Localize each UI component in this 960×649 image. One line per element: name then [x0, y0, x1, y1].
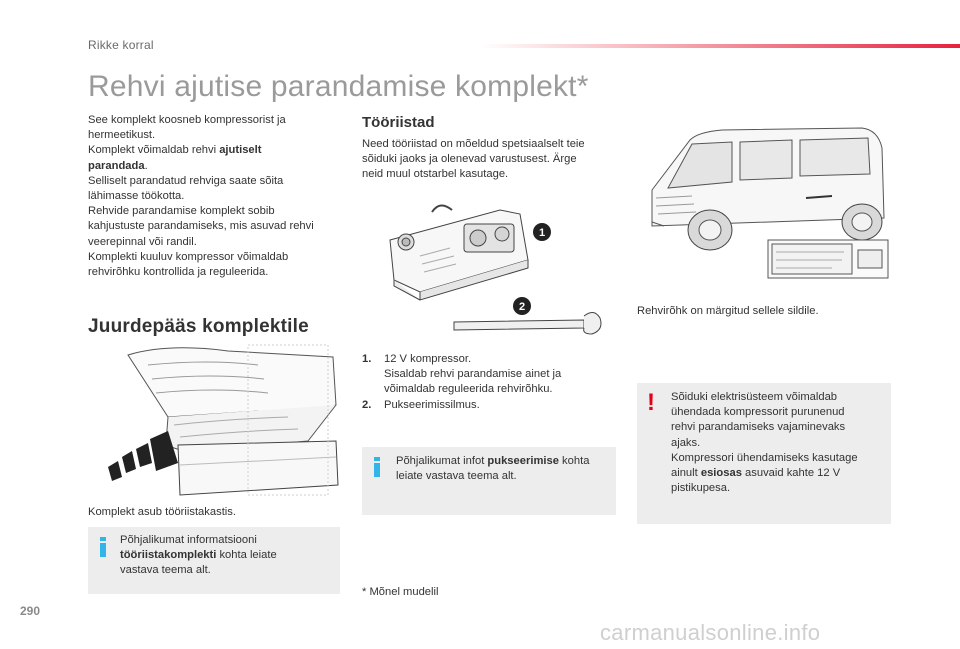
- compressor-illustration: [380, 200, 610, 340]
- callout-2-marker: [513, 297, 531, 315]
- tools-description: Need tööriistad on mõeldud spetsiaalselt teie sõiduki jaoks ja olenevad varustusest. Ärge neid muul otstarbel kasutage.: [362, 138, 585, 181]
- tools-list: [362, 352, 612, 413]
- footnote: * Mõnel mudelil: [362, 586, 439, 598]
- access-caption: Komplekt asub tööriistakastis.: [88, 506, 236, 518]
- access-info-box: Põhjalikumat informatsiooni tööriistakomplekti kohta leiate vastava teema alt.: [88, 527, 340, 594]
- callout-1-marker: [533, 223, 551, 241]
- seat-illustration: [108, 345, 344, 500]
- svg-text:1: 1: [538, 227, 546, 239]
- page-title: Rehvi ajutise parandamise komplekt*: [88, 70, 589, 103]
- list-item: 1. 12 V kompressor. Sisaldab rehvi parandamise ainet ja võimaldab reguleerida rehvirõhku.: [362, 353, 562, 396]
- warning-box: ! Sõiduki elektrisüsteem võimaldab ühendada kompressorit purunenud rehvi parandamiseks vajaminevaks ajaks. Kompressori ühendamiseks kasutage ainult esiosas asuvaid kahte 12 V pistikupesa.: [637, 383, 891, 524]
- tools-info-box: Põhjalikumat infot pukseerimise kohta leiate vastava teema alt.: [362, 447, 616, 515]
- svg-text:2: 2: [518, 301, 526, 313]
- access-heading: Juurdepääs komplektile: [88, 316, 309, 337]
- tow-eye-illustration: [454, 312, 601, 334]
- tools-heading: Tööriistad: [362, 114, 435, 131]
- pressure-caption: Rehvirõhk on märgitud sellele sildile.: [637, 305, 819, 317]
- page-number: 290: [20, 604, 41, 618]
- intro-text: See komplekt koosneb kompressorist ja hermeetikust. Komplekt võimaldab rehvi ajutiselt parandada. Selliselt parandatud rehviga saate sõita lähimasse töökotta. Rehvide parandamise komplekt sobib kahjustuste parandamiseks, mis asuvad rehvi veerepinnal või randil. Komplekti kuuluv kompressor võimaldab rehvirõhku kontrollida ja reguleerida.: [88, 114, 314, 279]
- warning-icon: !: [647, 389, 655, 416]
- header-accent-line: [480, 44, 960, 48]
- watermark: carmanualsonline.info: [600, 620, 821, 645]
- section-label: Rikke korral: [88, 38, 154, 52]
- van-illustration: [632, 118, 892, 288]
- pressure-label-illustration: [768, 240, 888, 278]
- list-item: 2. Pukseerimissilmus.: [362, 398, 480, 411]
